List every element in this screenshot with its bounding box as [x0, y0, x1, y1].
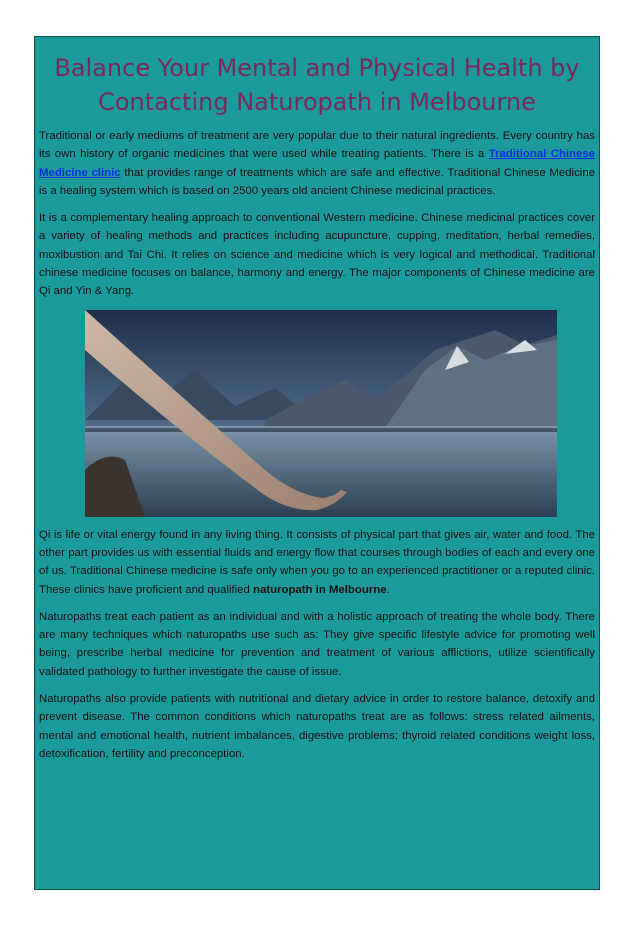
article-body: [35, 127, 599, 763]
lake-mountain-image: [85, 310, 557, 517]
paragraph-naturopaths-treat: Naturopaths treat each patient as an individual and with a holistic approach of treating the whole body. There are many techniques which naturopaths use such as: They give specific lifestyle advice for promoting well being, prescribe herbal medicine for prevention and treatment of various afflictions, utilize scientifically validated pathology to further investigate the cause of issue.: [39, 610, 595, 678]
paragraph-intro-text-b: that provides range of treatments which are safe and effective. Traditional Chinese Medicine is a healing system which is based on 2500 years old ancient Chinese medicinal practices.: [39, 166, 595, 197]
paragraph-intro-text-a: Traditional or early mediums of treatment are very popular due to their natural ingredients. Every country has its own history of organic medicines that were used while treating patients. There is a: [39, 130, 595, 161]
paragraph-intro: [39, 127, 595, 200]
paragraph-complementary: It is a complementary healing approach to conventional Western medicine. Chinese medicinal practices cover a variety of healing methods and practices including acupuncture, cupping, meditation, herbal remedies, moxibustion and Tai Chi. It relies on science and medicine which is very logical and methodical. Traditional chinese medicine focuses on balance, harmony and energy. The major components of Chinese medicine are Qi and Yin & Yang.: [39, 212, 595, 298]
tcm-clinic-link[interactable]: Traditional Chinese Medicine clinic: [39, 148, 596, 179]
page-panel: [34, 36, 600, 890]
paragraph-qi-text: Qi is life or vital energy found in any living thing. It consists of physical part that gives air, water and food. The other part provides us with essential fluids and energy flow that courses through bodies of each and every one of us. Traditional Chinese medicine is safe only when you go to an experienced practitioner or a reputed clinic. These clinics have proficient and qualified: [39, 528, 595, 596]
paragraph-qi: [39, 526, 595, 599]
naturopath-melbourne-bold: naturopath in Melbourne: [253, 583, 387, 596]
meditation-lake-photo: [85, 310, 557, 517]
paragraph-qi-end: .: [386, 583, 390, 596]
page-title: Balance Your Mental and Physical Health by Contacting Naturopath in Melbourne: [54, 54, 580, 116]
paragraph-naturopaths-advice: Naturopaths also provide patients with nutritional and dietary advice in order to restore balance, detoxify and prevent disease. The common conditions which naturopaths treat are as follows: stress related ailments, mental and emotional health, nutrient imbalances, digestive problems; thyroid related conditions weight loss, detoxification, fertility and preconception.: [39, 693, 595, 760]
